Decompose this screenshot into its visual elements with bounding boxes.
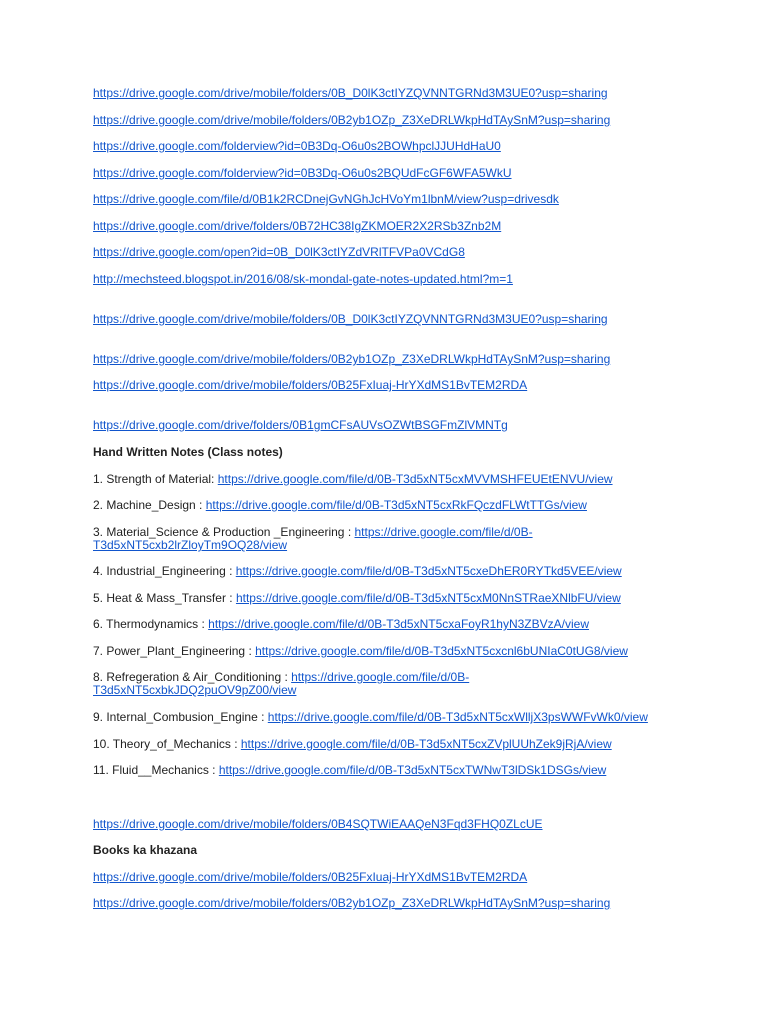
notes-item-label: 5. Heat & Mass_Transfer :	[93, 591, 236, 605]
link-line	[93, 140, 693, 153]
notes-item-link[interactable]: https://drive.google.com/file/d/0B-T3d5xNT5cxcnl6bUNIaC0tUG8/view	[255, 644, 628, 658]
link-line	[93, 114, 693, 127]
notes-list-item	[93, 764, 693, 777]
notes-list-item	[93, 671, 553, 697]
notes-item-label: 10. Theory_of_Mechanics :	[93, 737, 241, 751]
notes-item-link[interactable]: https://drive.google.com/file/d/0B-T3d5xNT5cxTWNwT3lDSk1DSGs/view	[218, 763, 607, 777]
notes-list-item	[93, 526, 553, 552]
notes-item-link[interactable]: https://drive.google.com/file/d/0B-T3d5xNT5cxRkFQczdFLWtTTGs/view	[205, 498, 587, 512]
link-line	[93, 87, 693, 100]
link-line	[93, 818, 693, 831]
notes-item-label: 1. Strength of Material:	[93, 472, 218, 486]
drive-link[interactable]: https://drive.google.com/drive/mobile/folders/0B4SQTWiEAAQeN3Fqd3FHQ0ZLcUE	[93, 817, 543, 831]
link-line	[93, 273, 693, 286]
section-heading-books: Books ka khazana	[93, 843, 198, 857]
notes-list-item	[93, 711, 693, 724]
drive-link[interactable]: https://drive.google.com/drive/mobile/folders/0B_D0lK3ctIYZQVNNTGRNd3M3UE0?usp=sharing	[93, 312, 608, 326]
notes-item-link[interactable]: https://drive.google.com/file/d/0B-T3d5xNT5cxeDhER0RYTkd5VEE/view	[235, 564, 622, 578]
drive-link[interactable]: https://drive.google.com/drive/mobile/folders/0B25FxIuaj-HrYXdMS1BvTEM2RDA	[93, 378, 528, 392]
notes-item-link[interactable]: https://drive.google.com/file/d/0B-T3d5xNT5cxM0NnSTRaeXNlbFU/view	[235, 591, 621, 605]
drive-link[interactable]: https://drive.google.com/folderview?id=0B3Dq-O6u0s2BQUdFcGF6WFA5WkU	[93, 166, 512, 180]
link-line	[93, 246, 693, 259]
notes-list-item	[93, 738, 693, 751]
notes-list-item	[93, 645, 693, 658]
link-line	[93, 897, 693, 910]
notes-item-label: 4. Industrial_Engineering :	[93, 564, 236, 578]
link-line	[93, 353, 693, 366]
notes-item-label: 3. Material_Science & Production _Engineering :	[93, 525, 355, 539]
link-line	[93, 419, 693, 432]
notes-item-label: 7. Power_Plant_Engineering :	[93, 644, 256, 658]
drive-link[interactable]: https://drive.google.com/drive/folders/0B1gmCFsAUVsOZWtBSGFmZlVMNTg	[93, 418, 508, 432]
drive-link[interactable]: https://drive.google.com/file/d/0B1k2RCDnejGvNGhJcHVoYm1lbnM/view?usp=drivesdk	[93, 192, 559, 206]
notes-item-link[interactable]: https://drive.google.com/file/d/0B-T3d5xNT5cxaFoyR1hyN3ZBVzA/view	[208, 617, 589, 631]
notes-item-link[interactable]: https://drive.google.com/file/d/0B-T3d5xNT5cxZVplUUhZek9jRjA/view	[240, 737, 612, 751]
notes-item-label: 8. Refregeration & Air_Conditioning :	[93, 670, 292, 684]
drive-link[interactable]: https://drive.google.com/open?id=0B_D0lK3ctIYZdVRlTFVPa0VCdG8	[93, 245, 465, 259]
notes-list-item	[93, 565, 693, 578]
link-line	[93, 220, 693, 233]
notes-list-item	[93, 499, 693, 512]
blog-link[interactable]: http://mechsteed.blogspot.in/2016/08/sk-mondal-gate-notes-updated.html?m=1	[93, 272, 513, 286]
notes-item-label: 9. Internal_Combusion_Engine :	[93, 710, 268, 724]
notes-item-label: 11. Fluid__Mechanics :	[93, 763, 219, 777]
notes-item-link[interactable]: https://drive.google.com/file/d/0B-T3d5xNT5cxb2lrZloyTm9OQ28/view	[93, 525, 533, 552]
notes-list-item	[93, 473, 693, 486]
drive-link[interactable]: https://drive.google.com/folderview?id=0B3Dq-O6u0s2BOWhpclJJUHdHaU0	[93, 139, 501, 153]
notes-list-item	[93, 592, 693, 605]
books-link[interactable]: https://drive.google.com/drive/mobile/folders/0B2yb1OZp_Z3XeDRLWkpHdTAySnM?usp=sharing	[93, 896, 611, 910]
drive-link[interactable]: https://drive.google.com/drive/folders/0B72HC38IgZKMOER2X2RSb3Znb2M	[93, 219, 502, 233]
section-heading-hand-written-notes: Hand Written Notes (Class notes)	[93, 445, 283, 459]
link-line	[93, 379, 693, 392]
drive-link[interactable]: https://drive.google.com/drive/mobile/folders/0B2yb1OZp_Z3XeDRLWkpHdTAySnM?usp=sharing	[93, 113, 611, 127]
link-line	[93, 871, 693, 884]
link-line	[93, 313, 693, 326]
notes-item-link[interactable]: https://drive.google.com/file/d/0B-T3d5xNT5cxWlljX3psWWFvWk0/view	[267, 710, 648, 724]
notes-item-link[interactable]: https://drive.google.com/file/d/0B-T3d5xNT5cxMVVMSHFEUEtENVU/view	[217, 472, 613, 486]
notes-item-label: 6. Thermodynamics :	[93, 617, 209, 631]
drive-link[interactable]: https://drive.google.com/drive/mobile/folders/0B_D0lK3ctIYZQVNNTGRNd3M3UE0?usp=sharing	[93, 86, 608, 100]
notes-item-label: 2. Machine_Design :	[93, 498, 206, 512]
link-line	[93, 193, 693, 206]
drive-link[interactable]: https://drive.google.com/drive/mobile/folders/0B2yb1OZp_Z3XeDRLWkpHdTAySnM?usp=sharing	[93, 352, 611, 366]
notes-item-link[interactable]: https://drive.google.com/file/d/0B-T3d5xNT5cxbkJDQ2puOV9pZ00/view	[93, 670, 470, 697]
link-line	[93, 167, 693, 180]
books-link[interactable]: https://drive.google.com/drive/mobile/folders/0B25FxIuaj-HrYXdMS1BvTEM2RDA	[93, 870, 528, 884]
notes-list-item	[93, 618, 693, 631]
